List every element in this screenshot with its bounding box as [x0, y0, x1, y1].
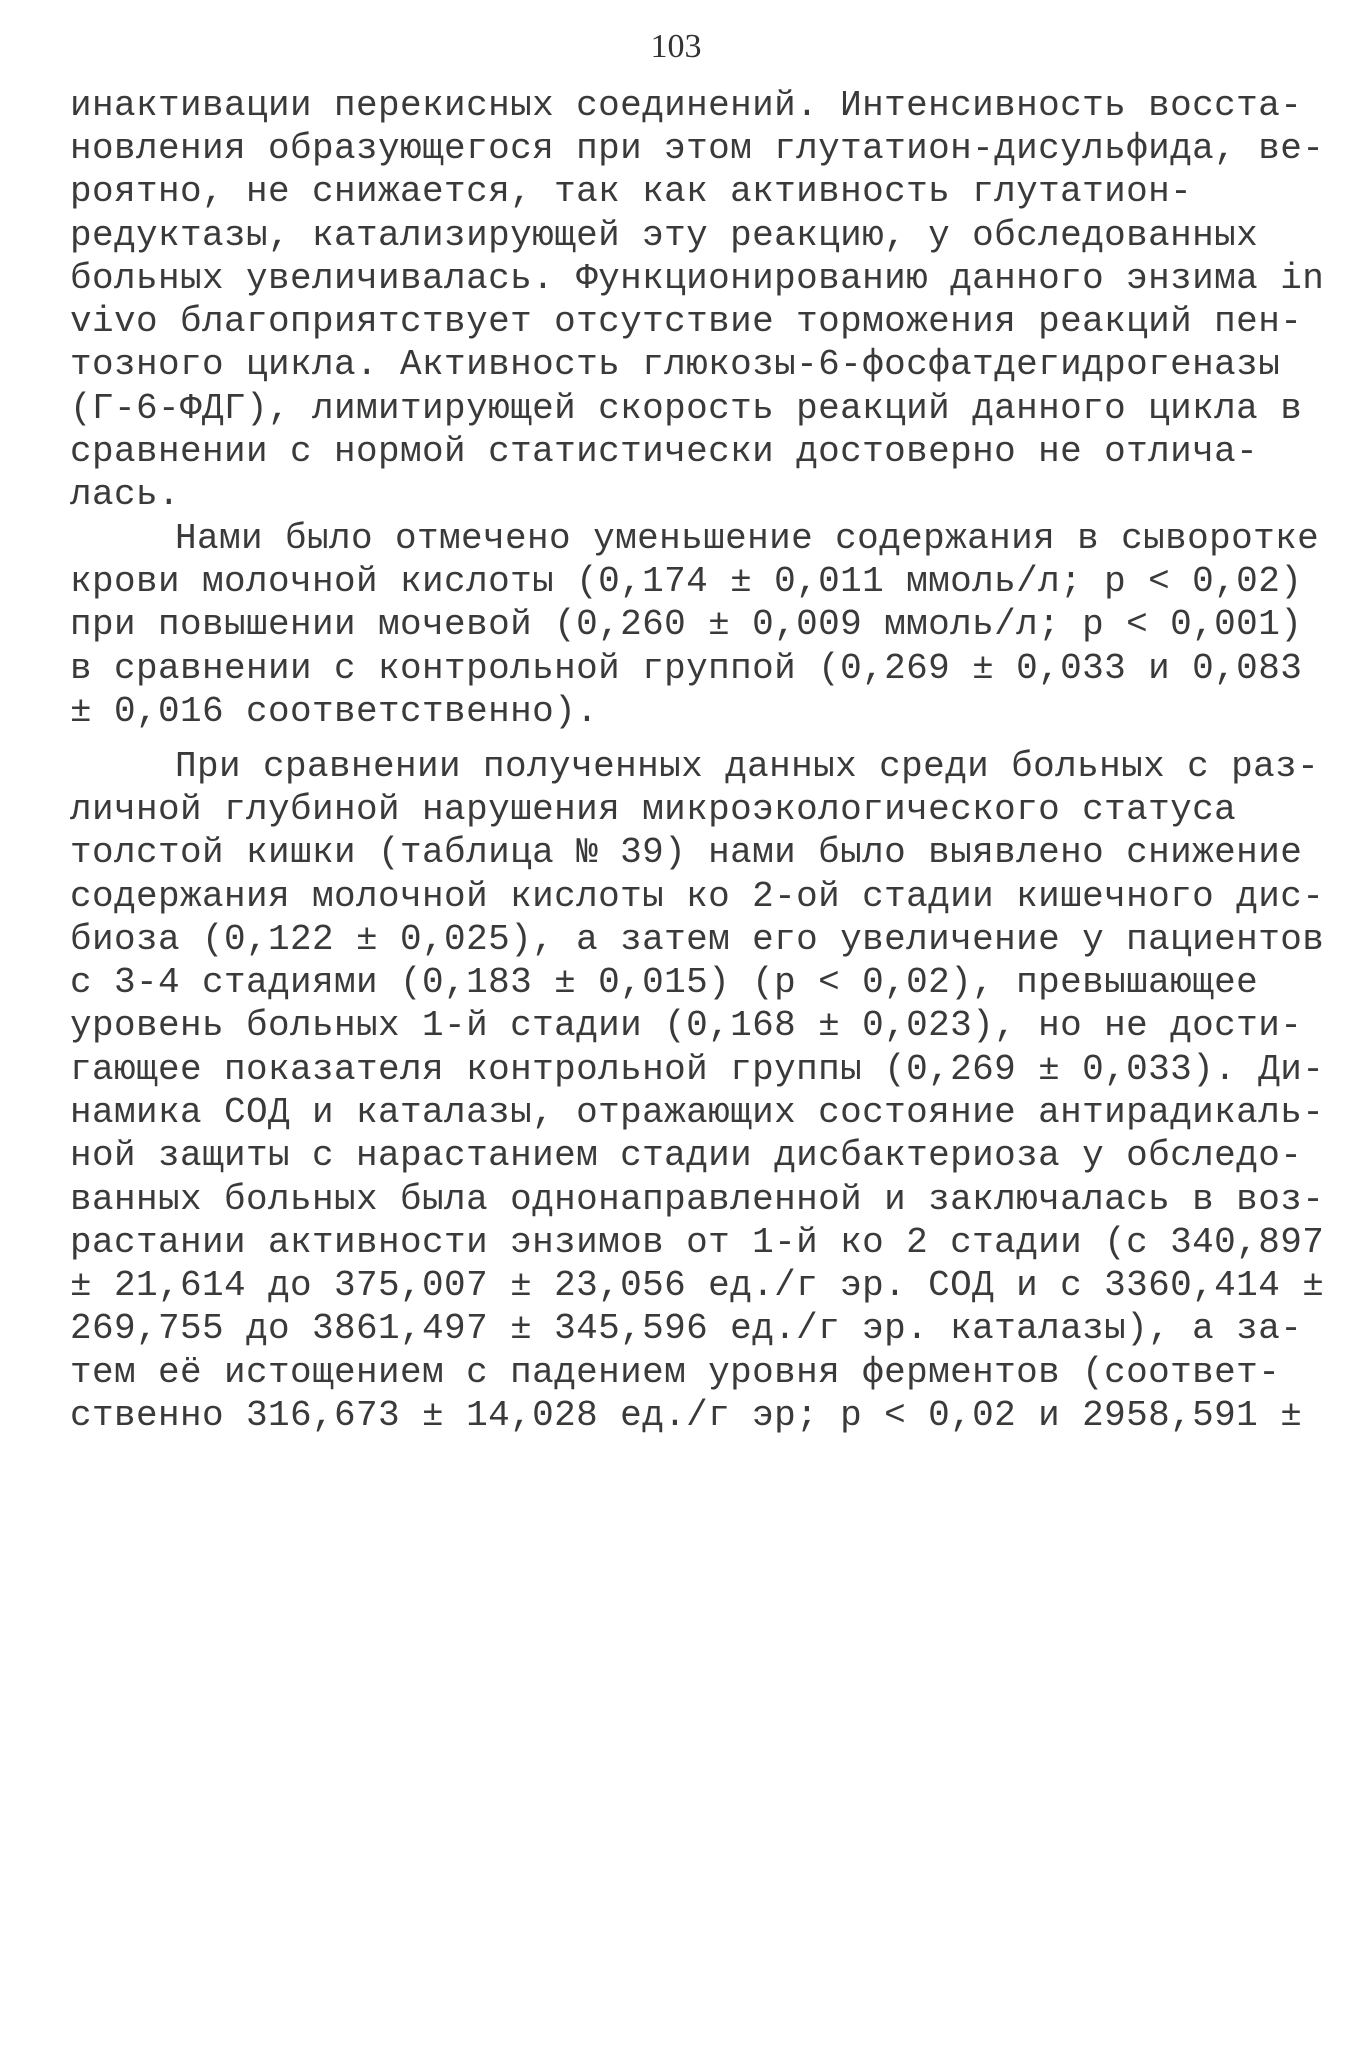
text-line: тем её истощением с падением уровня ферментов (соответ-: [70, 1352, 1281, 1393]
text-line: биоза (0,122 ± 0,025), а затем его увеличение у пациентов: [70, 919, 1325, 960]
text-line: ной защиты с нарастанием стадии дисбактериоза у обследо-: [70, 1135, 1303, 1176]
text-line: редуктазы, катализирующей эту реакцию, у обследованных: [70, 215, 1259, 256]
text-line: тозного цикла. Активность глюкозы-6-фосфатдегидрогеназы: [70, 344, 1281, 385]
text-line: личной глубиной нарушения микроэкологического статуса: [70, 789, 1237, 830]
text-line: намика СОД и каталазы, отражающих состояние антирадикаль-: [70, 1092, 1325, 1133]
text-line: vivo благоприятствует отсутствие торможения реакций пен-: [70, 301, 1303, 342]
text-line: Нами было отмечено уменьшение содержания в сыворотке: [175, 518, 1320, 559]
text-line: при повышении мочевой (0,260 ± 0,009 ммоль/л; р < 0,001): [70, 604, 1303, 645]
text-line: больных увеличивалась. Функционированию данного энзима in: [70, 258, 1325, 299]
text-line: гающее показателя контрольной группы (0,269 ± 0,033). Ди-: [70, 1049, 1325, 1090]
page-number: 103: [650, 28, 702, 65]
text-line: толстой кишки (таблица № 39) нами было выявлено снижение: [70, 832, 1303, 873]
text-line: лась.: [70, 474, 181, 515]
text-line: растании активности энзимов от 1-й ко 2 стадии (с 340,897: [70, 1222, 1325, 1263]
text-line: ственно 316,673 ± 14,028 ед./г эр; р < 0,02 и 2958,591 ±: [70, 1395, 1303, 1436]
text-line: роятно, не снижается, так как активность глутатион-: [70, 171, 1193, 212]
text-line: ± 0,016 соответственно).: [70, 691, 599, 732]
text-line: При сравнении полученных данных среди больных с раз-: [175, 746, 1320, 787]
text-line: с 3-4 стадиями (0,183 ± 0,015) (р < 0,02), превышающее: [70, 962, 1259, 1003]
text-line: уровень больных 1-й стадии (0,168 ± 0,023), но не дости-: [70, 1005, 1303, 1046]
text-line: новления образующегося при этом глутатион-дисульфида, ве-: [70, 128, 1325, 169]
text-line: содержания молочной кислоты ко 2-ой стадии кишечного дис-: [70, 876, 1325, 917]
text-line: ± 21,614 до 375,007 ± 23,056 ед./г эр. СОД и с 3360,414 ±: [70, 1265, 1325, 1306]
text-line: (Г-6-ФДГ), лимитирующей скорость реакций данного цикла в: [70, 388, 1303, 429]
text-line: 269,755 до 3861,497 ± 345,596 ед./г эр. каталазы), а за-: [70, 1308, 1303, 1349]
text-line: в сравнении с контрольной группой (0,269 ± 0,033 и 0,083: [70, 648, 1303, 689]
text-line: инактивации перекисных соединений. Интенсивность восста-: [70, 85, 1303, 126]
text-line: крови молочной кислоты (0,174 ± 0,011 ммоль/л; р < 0,02): [70, 561, 1303, 602]
text-line: ванных больных была однонаправленной и заключалась в воз-: [70, 1179, 1325, 1220]
text-line: сравнении с нормой статистически достоверно не отлича-: [70, 431, 1259, 472]
